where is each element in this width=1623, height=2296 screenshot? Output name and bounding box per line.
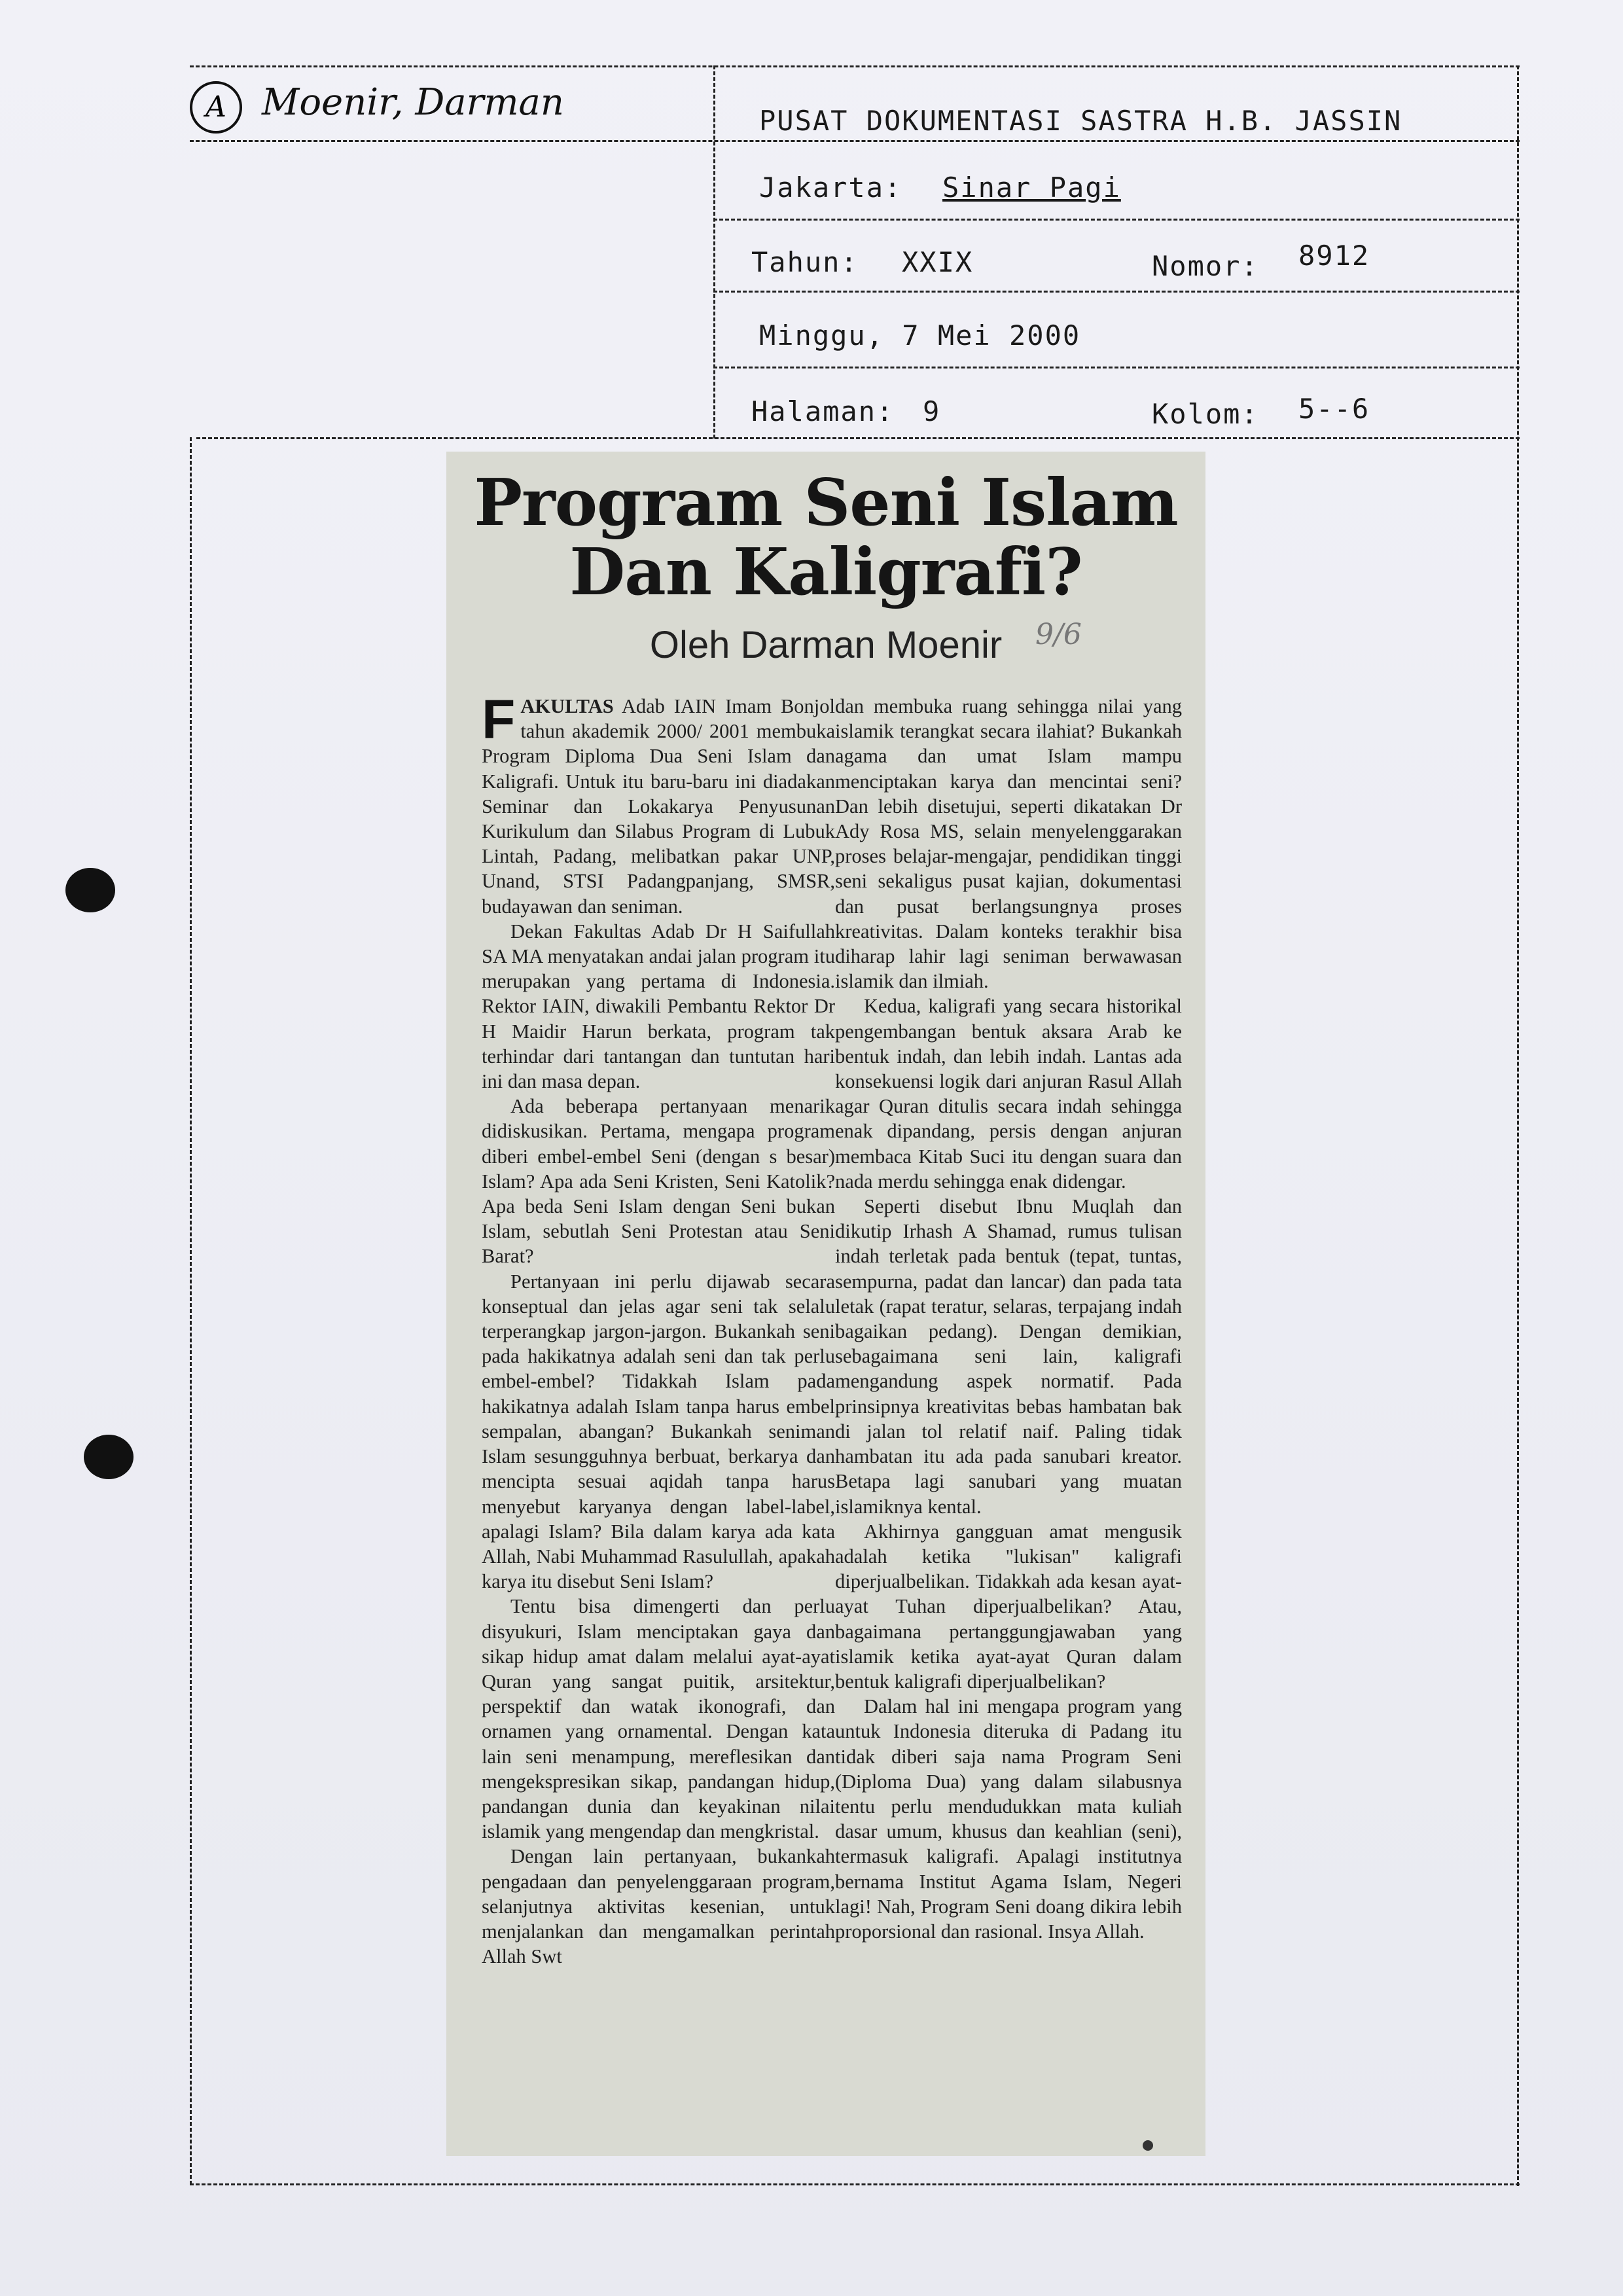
card-column-value: 5--6 [1298, 393, 1370, 425]
frame-bottom-border [190, 2183, 1520, 2185]
handwritten-circle-letter: A [190, 81, 242, 134]
card-institution: PUSAT DOKUMENTASI SASTRA H.B. JASSIN [759, 105, 1402, 137]
frame-left-border [190, 437, 192, 2185]
article-paragraph: Ada beberapa pertanyaan menarik didiskusikan. Pertama, mengapa program diberi embel-embel Seni (dengan s besar) Islam? Apa ada Seni Kristen, Seni Katolik? Apa beda Seni Islam dengan Seni bukan Islam, sebutlah Seni Protestan atau Seni Barat? [482, 1095, 835, 1268]
article-paragraph: Tentu bisa dimengerti dan perlu disyukuri, Islam menciptakan gaya dan sikap hidup amat dalam melalui ayat-ayat Quran yang sangat puitik, arsitektur, perspektif dan watak ikonografi, dan ornamen yang ornamental. Dengan kata lain seni menampung, mereflesikan dan mengekspresikan sikap, pandangan hidup, pandangan dunia dan keyakinan nilai islamik yang mengendap dan mengkristal. [482, 1595, 835, 1843]
handwritten-author-note: Moenir, Darman [262, 81, 564, 124]
newspaper-clipping [446, 452, 1205, 2156]
punch-hole-bottom [84, 1435, 134, 1479]
end-mark-icon [1143, 2140, 1153, 2151]
article-title-line-1: Program Seni Islam [474, 465, 1178, 541]
card-number-value: 8912 [1298, 240, 1370, 272]
article-column-2 [835, 694, 1182, 1944]
article-paragraph: Dalam hal ini mengapa program yang untuk Indonesia diteruka di Padang itu tidak diberi saja nama Program Seni (Diploma Dua) yang dalam silabusnya tentu perlu mendudukkan mata kuliah dasar umum, khusus dan keahlian (seni), termasuk kaligrafi. Apalagi institutnya bernama Institut Agama Islam, Negeri lagi! Nah, Program Seni doang dikira lebih proporsional dan rasional. Insya Allah. [835, 1695, 1182, 1943]
card-top-border [190, 65, 1520, 67]
article-paragraph: Dekan Fakultas Adab Dr H Saifullah SA MA menyatakan andai jalan program itu merupakan yang pertama di Indonesia. Rektor IAIN, diwakili Pembantu Rektor Dr H Maidir Harun berkata, program tak terhindar dari tantangan dan tuntutan hari ini dan masa depan. [482, 920, 835, 1093]
article-paragraph: Seperti disebut Ibnu Muqlah dan dikutip Irhash A Shamad, rumus tulisan indah terletak pada bentuk (tepat, tuntas, sempurna, padat dan lancar) dan pada tata letak (rapat teratur, selaras, terpajang indah bagaikan pedang). Dengan demikian, sebagaimana seni lain, kaligrafi mengandung aspek normatif. Pada prinsipnya kreativitas bebas hambatan bak di jalan tol relatif naif. Paling tidak hambatan itu ada pada sanubari kreator. Betapa lagi sanubari yang muatan islamiknya kental. [835, 1195, 1182, 1518]
punch-hole-top [65, 868, 115, 912]
card-row-divider-3 [713, 291, 1520, 293]
article-drop-cap: F [482, 689, 516, 750]
card-year-label: Tahun: [751, 246, 859, 278]
article-byline: Oleh Darman Moenir [649, 624, 1003, 666]
card-right-border [1517, 65, 1519, 2186]
article-paragraph: dan membuka ruang sehingga nilai yang islamik terangkat secara ilahiat? Bukankah agama dan umat Islam mampu menciptakan karya dan mencintai seni? Dan lebih disetujui, seperti dikatakan Dr Ady Rosa MS, selain menyelenggarakan proses belajar-mengajar, pendidikan tinggi seni sekaligus pusat kajian, dokumentasi dan pusat berlangsungnya proses kreativitas. Dalam konteks terakhir bisa diharap lahir lagi seniman berwawasan islamik dan ilmiah. [835, 695, 1182, 993]
card-year-value: XXIX [902, 246, 974, 278]
article-paragraph: Akhirnya gangguan amat mengusik adalah ketika "lukisan" kaligrafi diperjualbelikan. Tidakkah ada kesan ayat-ayat Tuhan diperjualbelikan? Atau, bagaimana pertanggungjawaban yang islamik ketika ayat-ayat Quran dalam bentuk kaligrafi diperjualbelikan? [835, 1520, 1182, 1693]
article-paragraph: Dengan lain pertanyaan, bukankah pengadaan dan penyelenggaraan program, selanjutnya aktivitas kesenian, untuk menjalankan dan mengamalkan perintah Allah Swt [482, 1845, 835, 1968]
article-paragraph: Kedua, kaligrafi yang secara historikal pengembangan bentuk aksara Arab ke bentuk indah, dan lebih indah. Lantas ada konsekuensi logik dari anjuran Rasul Allah agar Quran ditulis secara indah sehingga enak dipandang, persis dengan anjuran membaca Kitab Suci itu dengan suara dan nada merdu sehingga enak didengar. [835, 995, 1182, 1193]
card-column-label: Kolom: [1152, 398, 1259, 430]
card-newspaper: Sinar Pagi [942, 171, 1121, 204]
article-lead-word: AKULTAS [520, 695, 614, 717]
card-number-label: Nomor: [1152, 250, 1259, 282]
article-paragraph: Pertanyaan ini perlu dijawab secara konseptual dan jelas agar seni tak selalu terperangkap jargon-jargon. Bukankah seni pada hakikatnya adalah seni dan tak perlu embel-embel? Tidakkah Islam pada hakikatnya adalah Islam tanpa harus embel sempalan, abangan? Bukankah seniman Islam sesungguhnya berbuat, berkarya dan mencipta sesuai aqidah tanpa harus menyebut karyanya dengan label-label, apalagi Islam? Bila dalam karya ada kata Allah, Nabi Muhammad Rasulullah, apakah karya itu disebut Seni Islam? [482, 1270, 835, 1593]
card-page-label: Halaman: [751, 395, 895, 427]
article-column-1 [482, 689, 835, 1969]
article-title-line-2: Dan Kaligrafi? [569, 535, 1082, 610]
card-center-divider [713, 65, 715, 439]
card-page-value: 9 [923, 395, 941, 427]
card-row-divider-2 [713, 219, 1520, 221]
card-date: Minggu, 7 Mei 2000 [759, 319, 1081, 351]
article-text: Adab IAIN Imam Bonjol tahun akademik 2000/ 2001 membuka Program Diploma Dua Seni Islam dan Kaligrafi. Untuk itu baru-baru ini diadakan Seminar dan Lokakarya Penyusunan Kurikulum dan Silabus Program di Lubuk Lintah, Padang, melibatkan pakar UNP, Unand, STSI Padangpanjang, SMSR, budayawan dan seniman. [482, 695, 835, 918]
article-paragraph [482, 689, 835, 919]
card-row-divider-4 [713, 367, 1520, 368]
card-bottom-border [196, 437, 1520, 439]
card-row-divider-1 [190, 140, 1520, 142]
card-city-label: Jakarta: [759, 171, 902, 204]
handwritten-corner-note: 9/6 [1035, 618, 1082, 651]
